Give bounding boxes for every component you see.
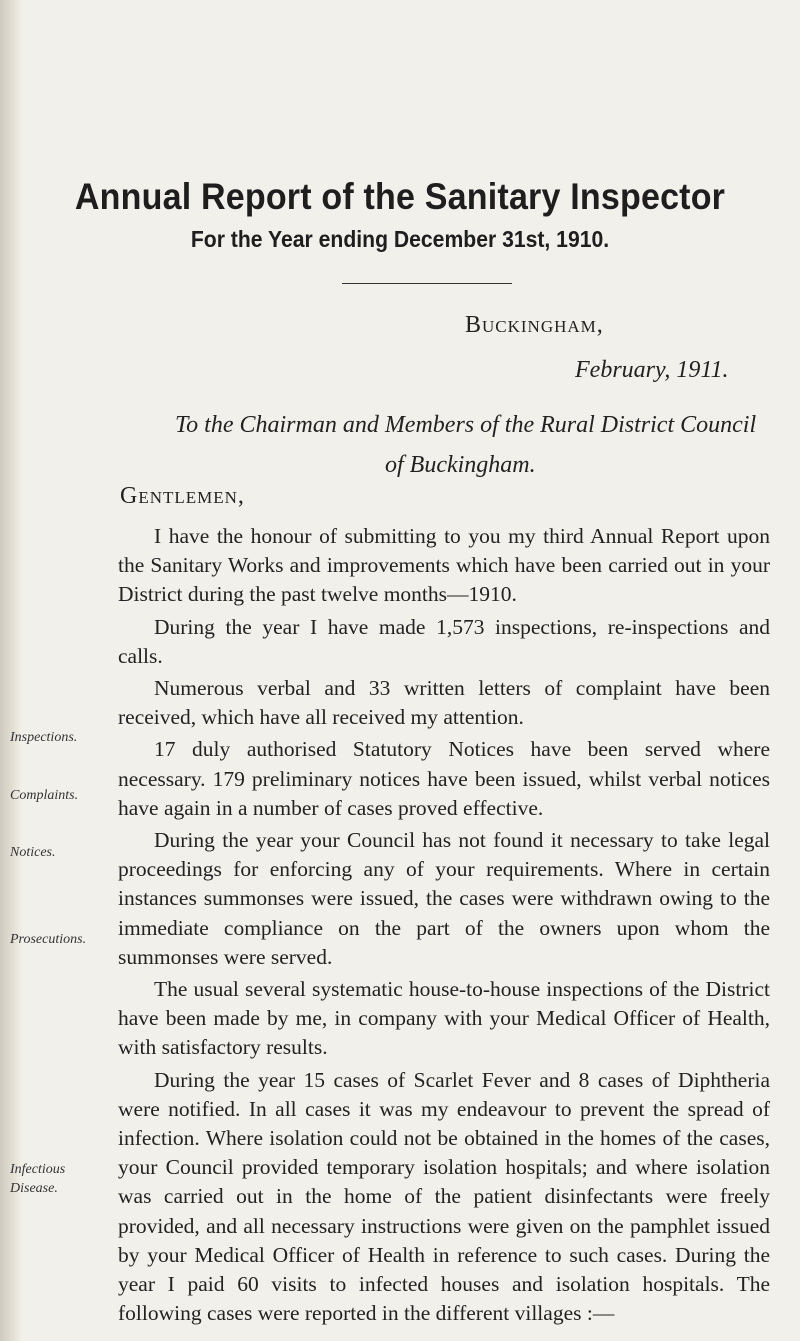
paragraph-infectious-disease: During the year 15 cases of Scarlet Fever and 8 cases of Diphtheria were notified. In all cases it was my endeavour to prevent the spread of infection. Where isolation could not be obtained in the homes of the cases, your Council provided temporary isolation hospitals; and where isolation was carried out in the home of the patient disinfectants were freely provided, and all necessary instructions were given on the pamphlet issued by your Medical Officer of Health in reference to such cases. During the year I paid 60 visits to infected houses and isolation hospitals. The following cases were reported in the different villages :— (118, 1067, 770, 1326)
report-title: Annual Report of the Sanitary Inspector (74, 176, 726, 217)
letter-date: February, 1911. (575, 357, 729, 383)
margin-note-complaints: Complaints. (10, 788, 79, 803)
letter-addressee (175, 405, 775, 485)
paragraph-intro: I have the honour of submitting to you my third Annual Report upon the Sanitary Works and improvements which have been carried out in your District during the past twelve months—1910. (118, 524, 770, 607)
report-subtitle: For the Year ending December 31st, 1910. (190, 226, 610, 252)
addressee-line-2: of Buckingham. (385, 452, 536, 478)
margin-note-infectious-line-2: Disease. (10, 1181, 58, 1196)
margin-note-infectious-disease (10, 1160, 110, 1198)
salutation: Gentlemen, (120, 483, 245, 509)
paragraph-prosecutions: During the year your Council has not found it necessary to take legal proceedings for enforcing any of your requirements. Where in certain instances summonses were issued, the cases were withdrawn owing to the immediate compliance on the part of the owners upon whom the summonses were served. (118, 828, 770, 969)
margin-note-infectious-line-1: Infectious (10, 1162, 66, 1177)
paragraph-complaints: Numerous verbal and 33 written letters of complaint have been received, which have all received my attention. (118, 676, 770, 730)
letter-place: Buckingham, (465, 312, 604, 338)
margin-note-notices: Notices. (10, 845, 56, 860)
report-body (118, 522, 770, 1331)
paragraph-house-inspections: The usual several systematic house-to-house inspections of the District have been made by me, in company with your Medical Officer of Health, with satisfactory results. (118, 977, 770, 1060)
margin-note-prosecutions: Prosecutions. (10, 932, 87, 947)
page-binding-shadow (0, 0, 22, 1341)
margin-note-inspections: Inspections. (10, 730, 78, 745)
addressee-line-1: To the Chairman and Members of the Rural District Council (175, 412, 757, 438)
divider-rule (342, 283, 512, 284)
paragraph-notices: 17 duly authorised Statutory Notices have been served where necessary. 179 preliminary notices have been issued, whilst verbal notices have again in a number of cases proved effective. (118, 737, 770, 820)
paragraph-inspections: During the year I have made 1,573 inspections, re-inspections and calls. (118, 614, 770, 668)
